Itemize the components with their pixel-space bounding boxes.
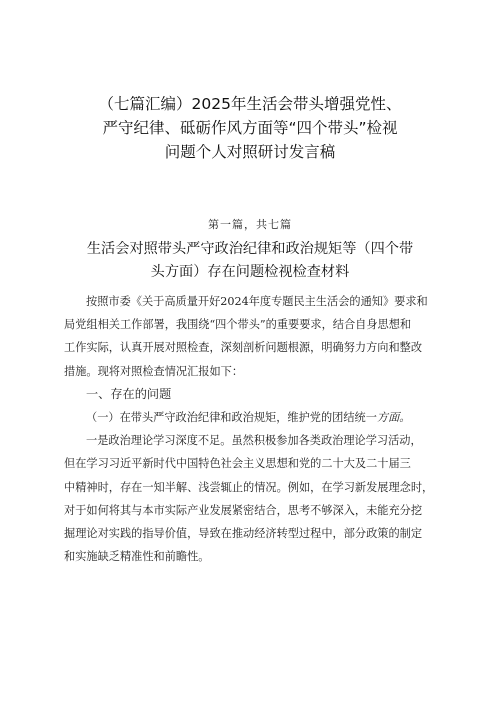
intro-line-4: 措施。现将对照检查情况汇报如下： [64, 364, 244, 378]
section-title-line-2: 头方面）存在问题检视检查材料 [150, 264, 350, 280]
para1-line-6: 和实施缺乏精准性和前瞻性。 [64, 550, 210, 564]
section-title-line-1: 生活会对照带头严守政治纪律和政治规矩等（四个带 [86, 241, 414, 257]
document-body [64, 290, 438, 568]
intro-line-2: 局党组相关工作部署，我围绕“四个带头”的重要要求，结合自身思想和 [64, 318, 412, 332]
title-line-1: （七篇汇编）2025年生活会带头增强党性、 [98, 95, 402, 113]
para1-line-4: 对于如何将其与本市实际产业发展紧密结合，思考不够深入，未能充分挖 [64, 503, 423, 517]
para1-line-1: 一是政治理论学习深度不足。虽然积极参加各类政治理论学习活动， [86, 434, 422, 448]
document-title [60, 92, 440, 164]
subheading-main: （一）在带头严守政治纪律和政治规矩，维护党的团结统一 [86, 410, 377, 424]
intro-line-3: 工作实际，认真开展对照检查，深刻剖析问题根源，明确努力方向和整改 [64, 341, 423, 355]
title-line-3: 问题个人对照研讨发言稿 [164, 143, 336, 161]
para1-line-3: 中精神时，存在一知半解、浅尝辄止的情况。例如，在学习新发展理念时， [64, 480, 434, 494]
section-title [80, 238, 420, 284]
para1-line-2: 但在学习习近平新时代中国特色社会主义思想和党的二十大及二十届三 [64, 457, 411, 471]
title-line-2: 严守纪律、砥砺作风方面等“四个带头”检视 [102, 119, 398, 137]
subheading-political-discipline [64, 406, 438, 429]
para1-line-5: 掘理论对实践的指导价值，导致在推动经济转型过程中，部分政策的制定 [64, 526, 423, 540]
part-label: 第一篇，共七篇 [208, 218, 292, 231]
intro-line-1: 按照市委《关于高质量开好2024年度专题民主生活会的通知》要求和 [86, 295, 428, 308]
heading-problems: 一、存在的问题 [86, 386, 172, 401]
subheading-tail: 方面。 [376, 410, 411, 424]
